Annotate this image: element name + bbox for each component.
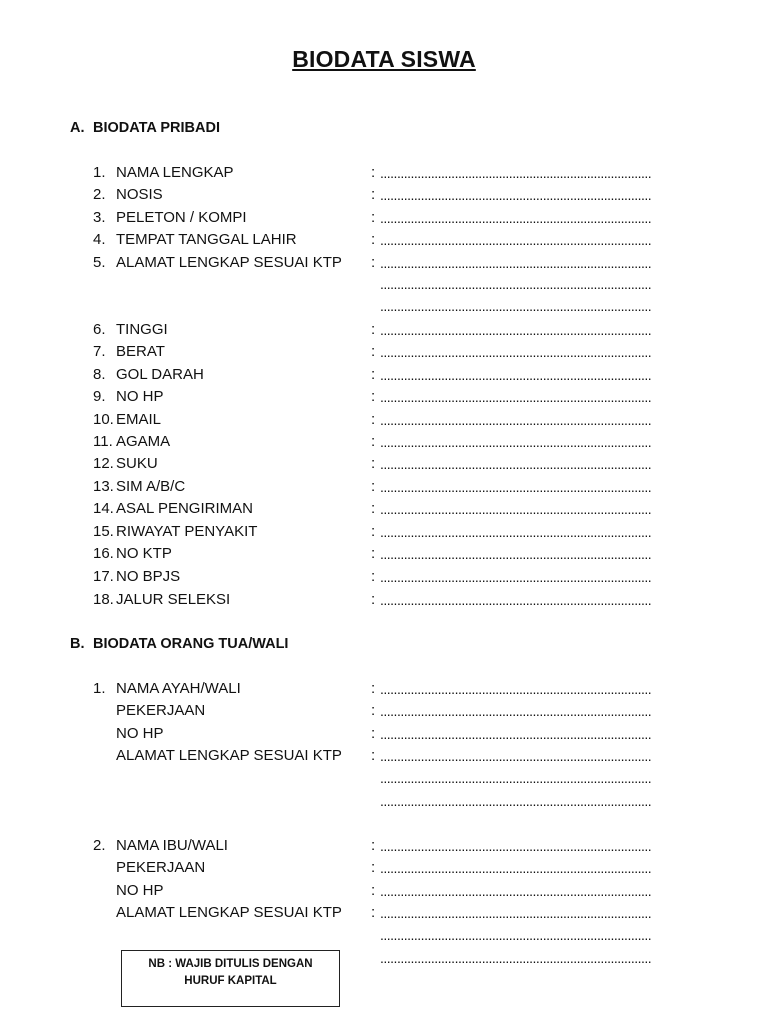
field-label: NO HP	[116, 882, 164, 899]
field-number: 18.	[93, 591, 114, 608]
field-fill-line[interactable]: ................................................................................	[380, 344, 652, 360]
field-fill-line[interactable]: ................................................................................	[380, 367, 652, 383]
field-number: 13.	[93, 478, 114, 495]
field-colon: :	[371, 231, 376, 248]
field-label: EMAIL	[116, 411, 162, 428]
field-row	[93, 409, 733, 431]
field-number: 6.	[93, 321, 106, 338]
field-colon: :	[371, 591, 376, 608]
field-fill-line[interactable]: ................................................................................	[380, 838, 652, 854]
field-label: NO KTP	[116, 545, 172, 562]
field-row	[93, 498, 733, 520]
field-row	[93, 476, 733, 498]
parent-field-row	[93, 678, 733, 700]
field-fill-line[interactable]: ................................................................................	[380, 569, 652, 585]
field-label: NO BPJS	[116, 568, 181, 585]
field-row	[93, 207, 733, 229]
parent-field-row	[93, 700, 733, 722]
field-colon: :	[371, 433, 376, 450]
field-row	[93, 543, 733, 565]
parent-field-row	[93, 902, 733, 924]
field-label: NAMA AYAH/WALI	[116, 680, 241, 697]
field-fill-line[interactable]: ................................................................................	[380, 883, 652, 899]
field-number: 2.	[93, 837, 106, 854]
field-colon: :	[371, 343, 376, 360]
field-number: 8.	[93, 366, 106, 383]
field-fill-line[interactable]: ................................................................................	[380, 546, 652, 562]
address-continuation-line[interactable]: ................................................................................	[380, 770, 652, 786]
field-label: NOSIS	[116, 186, 163, 203]
field-colon: :	[371, 321, 376, 338]
parent-field-row	[93, 723, 733, 745]
field-label: ASAL PENGIRIMAN	[116, 500, 253, 517]
field-colon: :	[371, 837, 376, 854]
field-row	[93, 566, 733, 588]
field-label: RIWAYAT PENYAKIT	[116, 523, 258, 540]
field-label: NO HP	[116, 725, 164, 742]
field-colon: :	[371, 747, 376, 764]
field-fill-line[interactable]: ................................................................................	[380, 681, 652, 697]
field-label: AGAMA	[116, 433, 171, 450]
field-row	[93, 341, 733, 363]
field-number: 16.	[93, 545, 114, 562]
field-colon: :	[371, 545, 376, 562]
field-label: ALAMAT LENGKAP SESUAI KTP	[116, 747, 342, 764]
field-row	[93, 184, 733, 206]
address-continuation-line[interactable]: ................................................................................	[380, 276, 652, 292]
field-number: 1.	[93, 164, 106, 181]
field-colon: :	[371, 904, 376, 921]
field-fill-line[interactable]: ................................................................................	[380, 592, 652, 608]
field-fill-line[interactable]: ................................................................................	[380, 434, 652, 450]
parent-field-row	[93, 745, 733, 767]
field-number: 5.	[93, 254, 106, 271]
field-label: PELETON / KOMPI	[116, 209, 247, 226]
parent-field-row	[93, 880, 733, 902]
field-colon: :	[371, 882, 376, 899]
field-colon: :	[371, 680, 376, 697]
field-fill-line[interactable]: ................................................................................	[380, 232, 652, 248]
field-row	[93, 521, 733, 543]
field-fill-line[interactable]: ................................................................................	[380, 905, 652, 921]
field-row	[93, 364, 733, 386]
field-fill-line[interactable]: ................................................................................	[380, 389, 652, 405]
field-number: 15.	[93, 523, 114, 540]
note-line-1: NB : WAJIB DITULIS DENGAN	[148, 958, 313, 970]
field-colon: :	[371, 702, 376, 719]
field-fill-line[interactable]: ................................................................................	[380, 322, 652, 338]
field-label: PEKERJAAN	[116, 859, 206, 876]
field-label: NO HP	[116, 388, 164, 405]
field-row	[93, 431, 733, 453]
field-fill-line[interactable]: ................................................................................	[380, 456, 652, 472]
page-title: BIODATA SISWA	[292, 46, 476, 72]
field-fill-line[interactable]: ................................................................................	[380, 748, 652, 764]
field-fill-line[interactable]: ................................................................................	[380, 479, 652, 495]
field-colon: :	[371, 500, 376, 517]
field-row	[93, 386, 733, 408]
field-colon: :	[371, 254, 376, 271]
field-label: SUKU	[116, 455, 158, 472]
field-label: NAMA IBU/WALI	[116, 837, 228, 854]
section-b-letter: B.	[70, 636, 85, 652]
field-number: 4.	[93, 231, 106, 248]
field-colon: :	[371, 568, 376, 585]
field-colon: :	[371, 859, 376, 876]
parent-field-row	[93, 857, 733, 879]
field-label: SIM A/B/C	[116, 478, 186, 495]
field-label: ALAMAT LENGKAP SESUAI KTP	[116, 254, 342, 271]
field-colon: :	[371, 523, 376, 540]
address-continuation-line[interactable]: ................................................................................	[380, 950, 652, 966]
field-label: GOL DARAH	[116, 366, 204, 383]
field-label: BERAT	[116, 343, 165, 360]
field-colon: :	[371, 388, 376, 405]
field-number: 7.	[93, 343, 106, 360]
field-fill-line[interactable]: ................................................................................	[380, 187, 652, 203]
field-fill-line[interactable]: ................................................................................	[380, 255, 652, 271]
field-fill-line[interactable]: ................................................................................	[380, 210, 652, 226]
address-continuation-line[interactable]: ................................................................................	[380, 298, 652, 314]
field-label: TEMPAT TANGGAL LAHIR	[116, 231, 297, 248]
field-row	[93, 319, 733, 341]
parent-field-row	[93, 835, 733, 857]
field-number: 1.	[93, 680, 106, 697]
address-continuation-line[interactable]: ................................................................................	[380, 793, 652, 809]
field-label: NAMA LENGKAP	[116, 164, 234, 181]
field-colon: :	[371, 411, 376, 428]
field-fill-line[interactable]: ................................................................................	[380, 412, 652, 428]
field-colon: :	[371, 366, 376, 383]
field-fill-line[interactable]: ................................................................................	[380, 165, 652, 181]
field-number: 14.	[93, 500, 114, 517]
field-row	[93, 252, 733, 274]
section-a-label: BIODATA PRIBADI	[93, 120, 221, 136]
section-b-label: BIODATA ORANG TUA/WALI	[93, 636, 289, 652]
field-row	[93, 229, 733, 251]
field-colon: :	[371, 209, 376, 226]
field-label: JALUR SELEKSI	[116, 591, 231, 608]
field-label: ALAMAT LENGKAP SESUAI KTP	[116, 904, 342, 921]
note-line-2: HURUF KAPITAL	[184, 975, 277, 987]
field-row	[93, 162, 733, 184]
field-row	[93, 589, 733, 611]
field-colon: :	[371, 455, 376, 472]
field-colon: :	[371, 186, 376, 203]
field-label: PEKERJAAN	[116, 702, 206, 719]
section-a-heading	[70, 120, 220, 136]
field-fill-line[interactable]: ................................................................................	[380, 703, 652, 719]
field-fill-line[interactable]: ................................................................................	[380, 726, 652, 742]
field-fill-line[interactable]: ................................................................................	[380, 524, 652, 540]
field-colon: :	[371, 725, 376, 742]
section-a-letter: A.	[70, 120, 85, 136]
field-colon: :	[371, 164, 376, 181]
field-number: 17.	[93, 568, 114, 585]
field-fill-line[interactable]: ................................................................................	[380, 501, 652, 517]
note-box	[121, 950, 340, 1007]
field-row	[93, 453, 733, 475]
field-label: TINGGI	[116, 321, 168, 338]
field-number: 9.	[93, 388, 106, 405]
field-fill-line[interactable]: ................................................................................	[380, 860, 652, 876]
field-number: 10.	[93, 411, 114, 428]
field-number: 3.	[93, 209, 106, 226]
address-continuation-line[interactable]: ................................................................................	[380, 927, 652, 943]
field-colon: :	[371, 478, 376, 495]
field-number: 11.	[93, 433, 113, 450]
field-number: 2.	[93, 186, 106, 203]
field-number: 12.	[93, 455, 114, 472]
section-b-heading	[70, 636, 288, 652]
